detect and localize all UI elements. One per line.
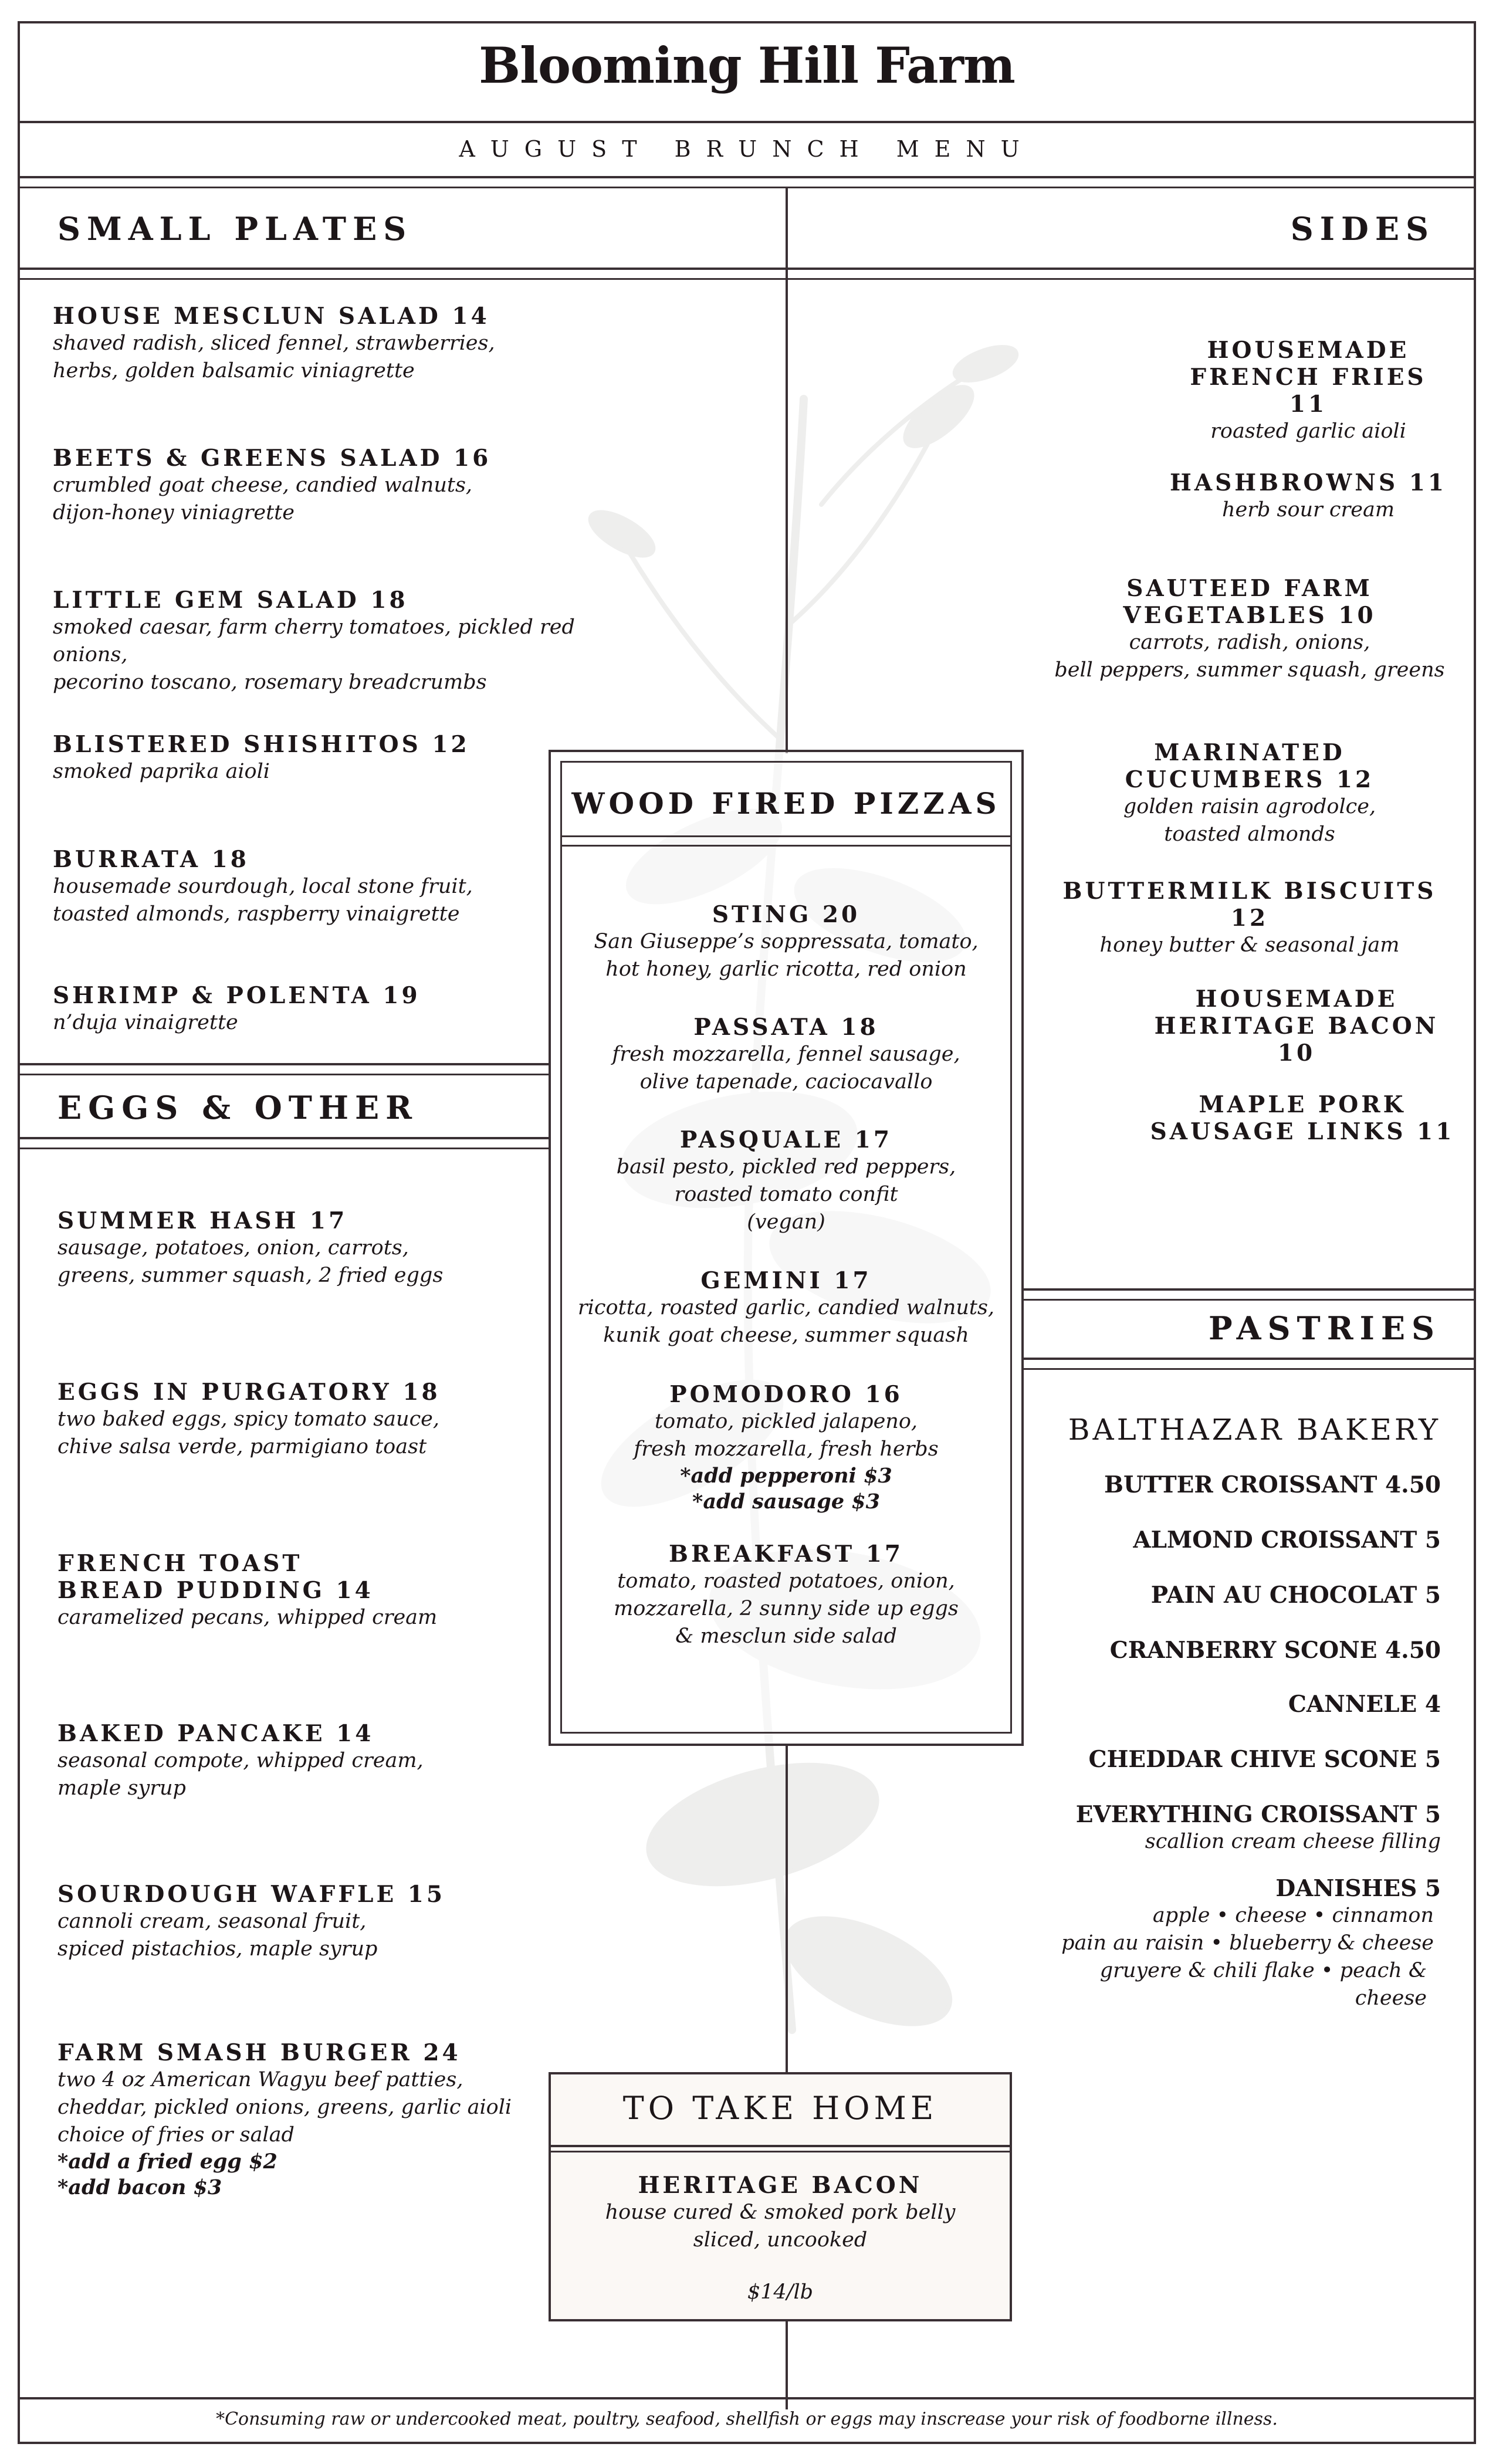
menu-subtitle: AUGUST BRUNCH MENU [459, 136, 1035, 162]
menu-item-sourdough-waffle [57, 1881, 539, 1963]
item-name: FARM SMASH BURGER 24 [57, 2039, 461, 2066]
eggs-other-heading: EGGS & OTHER [57, 1089, 419, 1126]
item-name: MAPLE PORK [1199, 1091, 1406, 1118]
pastry-item: PAIN AU CHOCOLAT 5 [1150, 1582, 1441, 1609]
side-item-buttermilk-biscuits [1050, 878, 1449, 959]
item-name: PASSATA 18 [693, 1014, 879, 1041]
item-desc: chive salsa verde, parmigiano toast [57, 1435, 427, 1458]
item-addon: *add pepperoni $3 [680, 1464, 892, 1488]
item-desc: smoked caesar, farm cherry tomatoes, pickled red onions, [53, 615, 575, 666]
item-name: SUMMER HASH 17 [57, 1207, 348, 1234]
item-desc: shaved radish, sliced fennel, strawberries, [53, 331, 495, 355]
take-home-rule-2 [549, 2151, 1012, 2152]
item-name: BREAKFAST 17 [669, 1541, 903, 1568]
sides-heading: SIDES [1290, 210, 1435, 248]
pizza-item-breakfast [572, 1541, 1000, 1650]
item-desc: seasonal compote, whipped cream, [57, 1749, 424, 1772]
item-name: SAUTEED FARM [1126, 575, 1373, 602]
side-item-marinated-cucumbers [1050, 739, 1449, 848]
section-heading-rule-2 [18, 278, 1476, 280]
item-name: HERITAGE BACON [638, 2172, 923, 2199]
menu-item-blistered-shishitos [53, 731, 593, 786]
restaurant-title: Blooming Hill Farm [479, 36, 1015, 94]
item-desc: toasted almonds [1164, 823, 1335, 846]
item-desc: n’duja vinaigrette [53, 1011, 238, 1034]
pastry-name: EVERYTHING CROISSANT 5 [1075, 1801, 1441, 1828]
item-desc: honey butter & seasonal jam [1099, 933, 1400, 957]
item-desc: fresh mozzarella, fresh herbs [634, 1437, 939, 1461]
pastries-heading-rule-top [1024, 1288, 1476, 1291]
pizza-heading-rule-2 [560, 845, 1012, 847]
item-name-line2: BREAD PUDDING 14 [57, 1577, 374, 1604]
pastry-desc: scallion cream cheese filling [1145, 1830, 1441, 1853]
item-desc: hot honey, garlic ricotta, red onion [605, 957, 967, 981]
item-name: PASQUALE 17 [680, 1126, 892, 1153]
item-addon: *add sausage $3 [692, 1490, 880, 1514]
item-desc: maple syrup [57, 1776, 186, 1800]
item-name: MARINATED CUCUMBERS 12 [1125, 739, 1375, 793]
item-name-line2: HERITAGE BACON 10 [1154, 1013, 1439, 1067]
item-desc: toasted almonds, raspberry vinaigrette [53, 902, 460, 926]
item-name-line2: FRENCH FRIES 11 [1190, 364, 1427, 418]
item-desc: (vegan) [747, 1210, 825, 1234]
item-desc: sliced, uncooked [693, 2228, 868, 2252]
footer-divider [18, 2397, 1476, 2399]
item-name: POMODORO 16 [669, 1381, 903, 1408]
pastry-desc: apple • cheese • cinnamon [1152, 1904, 1434, 1927]
item-desc: spiced pistachios, maple syrup [57, 1937, 378, 1961]
pastry-item: BUTTER CROISSANT 4.50 [1104, 1471, 1441, 1498]
menu-item-baked-pancake [57, 1720, 539, 1802]
pizza-item-pomodoro [572, 1381, 1000, 1515]
item-desc: dijon-honey viniagrette [53, 501, 295, 524]
item-price: $14/lb [747, 2280, 814, 2304]
item-name: STING 20 [712, 901, 861, 928]
item-desc: choice of fries or salad [57, 2123, 295, 2147]
item-desc: roasted garlic aioli [1210, 419, 1406, 443]
center-divider-mid [786, 1746, 788, 2072]
footer-disclaimer: *Consuming raw or undercooked meat, poultry, seafood, shellfish or eggs may inscrease your risk of foodborne illness. [216, 2409, 1278, 2429]
subtitle-divider [18, 176, 1476, 178]
item-name: LITTLE GEM SALAD 18 [53, 587, 408, 614]
pastry-desc: gruyere & chili flake • peach & cheese [1099, 1959, 1427, 2010]
item-addon: *add bacon $3 [57, 2175, 222, 2199]
item-desc: roasted tomato confit [674, 1183, 898, 1206]
item-name: HOUSE MESCLUN SALAD 14 [53, 303, 490, 330]
item-desc: kunik goat cheese, summer squash [603, 1324, 969, 1347]
take-home-heading: TO TAKE HOME [622, 2090, 938, 2127]
menu-item-beets-greens-salad [53, 445, 593, 527]
item-name: BUTTERMILK BISCUITS 12 [1062, 878, 1437, 932]
item-desc: fresh mozzarella, fennel sausage, [612, 1043, 960, 1066]
center-divider-top [786, 187, 788, 753]
item-name: EGGS IN PURGATORY 18 [57, 1379, 441, 1406]
item-name: GEMINI 17 [700, 1267, 872, 1294]
eggs-heading-rule-bottom2 [18, 1148, 549, 1149]
item-name: BAKED PANCAKE 14 [57, 1720, 374, 1747]
pastry-item: CHEDDAR CHIVE SCONE 5 [1088, 1746, 1441, 1773]
pastry-name: DANISHES 5 [1275, 1875, 1441, 1902]
item-desc: tomato, pickled jalapeno, [654, 1410, 918, 1433]
bakery-name: BALTHAZAR BAKERY [1068, 1413, 1441, 1447]
item-desc: house cured & smoked pork belly [605, 2201, 956, 2224]
side-item-french-fries [1167, 337, 1449, 445]
item-addon: *add a fried egg $2 [57, 2150, 277, 2174]
item-name: BURRATA 18 [53, 846, 249, 873]
pastries-heading-rule-top2 [1024, 1299, 1476, 1301]
item-desc: tomato, roasted potatoes, onion, [617, 1569, 955, 1593]
item-name: BEETS & GREENS SALAD 16 [53, 445, 492, 472]
item-desc: pecorino toscano, rosemary breadcrumbs [53, 671, 487, 694]
item-desc: ricotta, roasted garlic, candied walnuts, [577, 1296, 995, 1319]
menu-item-burrata [53, 846, 593, 928]
center-divider-bottom [786, 2321, 788, 2409]
item-name-line2: SAUSAGE LINKS 11 [1150, 1118, 1455, 1145]
item-desc: crumbled goat cheese, candied walnuts, [53, 473, 473, 497]
item-desc: herb sour cream [1221, 498, 1395, 522]
item-name-line2: VEGETABLES 10 [1123, 602, 1376, 629]
pastry-item-everything-croissant [1033, 1801, 1441, 1856]
item-desc: & mesclun side salad [675, 1624, 897, 1648]
side-item-sauteed-vegetables [1050, 575, 1449, 684]
menu-item-house-mesclun-salad [53, 303, 593, 385]
item-desc: cannoli cream, seasonal fruit, [57, 1910, 367, 1933]
item-name: HOUSEMADE [1195, 986, 1398, 1013]
menu-item-eggs-in-purgatory [57, 1379, 539, 1461]
menu-item-little-gem-salad [53, 587, 639, 696]
item-name: HOUSEMADE [1207, 337, 1410, 364]
pizzas-heading: WOOD FIRED PIZZAS [571, 786, 1001, 821]
menu-item-french-toast-bread-pudding [57, 1550, 539, 1632]
menu-item-shrimp-polenta [53, 982, 593, 1037]
item-desc: sausage, potatoes, onion, carrots, [57, 1236, 409, 1260]
eggs-heading-rule-top [18, 1063, 549, 1065]
pastry-item-danishes [1033, 1875, 1441, 2012]
item-desc: herbs, golden balsamic viniagrette [53, 359, 415, 383]
item-desc: housemade sourdough, local stone fruit, [53, 875, 473, 898]
pastry-item: CANNELE 4 [1288, 1691, 1441, 1718]
header-divider [18, 121, 1476, 123]
pastries-heading: PASTRIES [1208, 1309, 1441, 1347]
pizza-heading-rule [560, 835, 1012, 837]
pizza-item-sting [572, 901, 1000, 983]
take-home-item [549, 2172, 1012, 2306]
item-desc: smoked paprika aioli [53, 760, 270, 783]
side-item-heritage-bacon [1138, 986, 1455, 1067]
menu-item-summer-hash [57, 1207, 539, 1289]
menu-item-farm-smash-burger [57, 2039, 550, 2201]
item-desc: two 4 oz American Wagyu beef patties, [57, 2068, 463, 2091]
pastry-item: CRANBERRY SCONE 4.50 [1109, 1637, 1441, 1664]
side-item-sausage-links [1150, 1091, 1455, 1145]
item-desc: caramelized pecans, whipped cream [57, 1606, 438, 1629]
item-desc: San Giuseppe’s soppressata, tomato, [594, 930, 979, 953]
item-desc: olive tapenade, caciocavallo [639, 1070, 933, 1094]
item-desc: greens, summer squash, 2 fried eggs [57, 1264, 444, 1287]
small-plates-heading: SMALL PLATES [57, 210, 413, 248]
pizza-item-gemini [572, 1267, 1000, 1349]
item-desc: mozzarella, 2 sunny side up eggs [614, 1597, 959, 1620]
item-desc: carrots, radish, onions, [1129, 631, 1370, 654]
item-name: BLISTERED SHISHITOS 12 [53, 731, 470, 758]
pizza-item-pasquale [572, 1126, 1000, 1236]
item-name: HASHBROWNS 11 [1170, 469, 1447, 496]
pizza-item-passata [572, 1014, 1000, 1096]
item-name: SOURDOUGH WAFFLE 15 [57, 1881, 446, 1908]
pastry-desc: pain au raisin • blueberry & cheese [1061, 1931, 1434, 1955]
pastry-item: ALMOND CROISSANT 5 [1133, 1527, 1441, 1553]
item-desc: golden raisin agrodolce, [1123, 795, 1376, 818]
item-desc: basil pesto, pickled red peppers, [616, 1155, 956, 1179]
item-desc: two baked eggs, spicy tomato sauce, [57, 1407, 440, 1431]
take-home-rule [549, 2145, 1012, 2147]
eggs-heading-rule-top2 [18, 1074, 549, 1075]
side-item-hashbrowns [1167, 469, 1449, 524]
eggs-heading-rule-bottom [18, 1137, 549, 1139]
item-name: SHRIMP & POLENTA 19 [53, 982, 421, 1009]
item-name: FRENCH TOAST [57, 1550, 303, 1577]
item-desc: cheddar, pickled onions, greens, garlic aioli [57, 2096, 512, 2119]
item-desc: bell peppers, summer squash, greens [1054, 658, 1445, 682]
section-heading-rule [18, 268, 1476, 270]
subtitle-divider-2 [18, 187, 1476, 188]
pastries-heading-rule-bottom2 [1024, 1368, 1476, 1370]
pastries-heading-rule-bottom [1024, 1358, 1476, 1360]
